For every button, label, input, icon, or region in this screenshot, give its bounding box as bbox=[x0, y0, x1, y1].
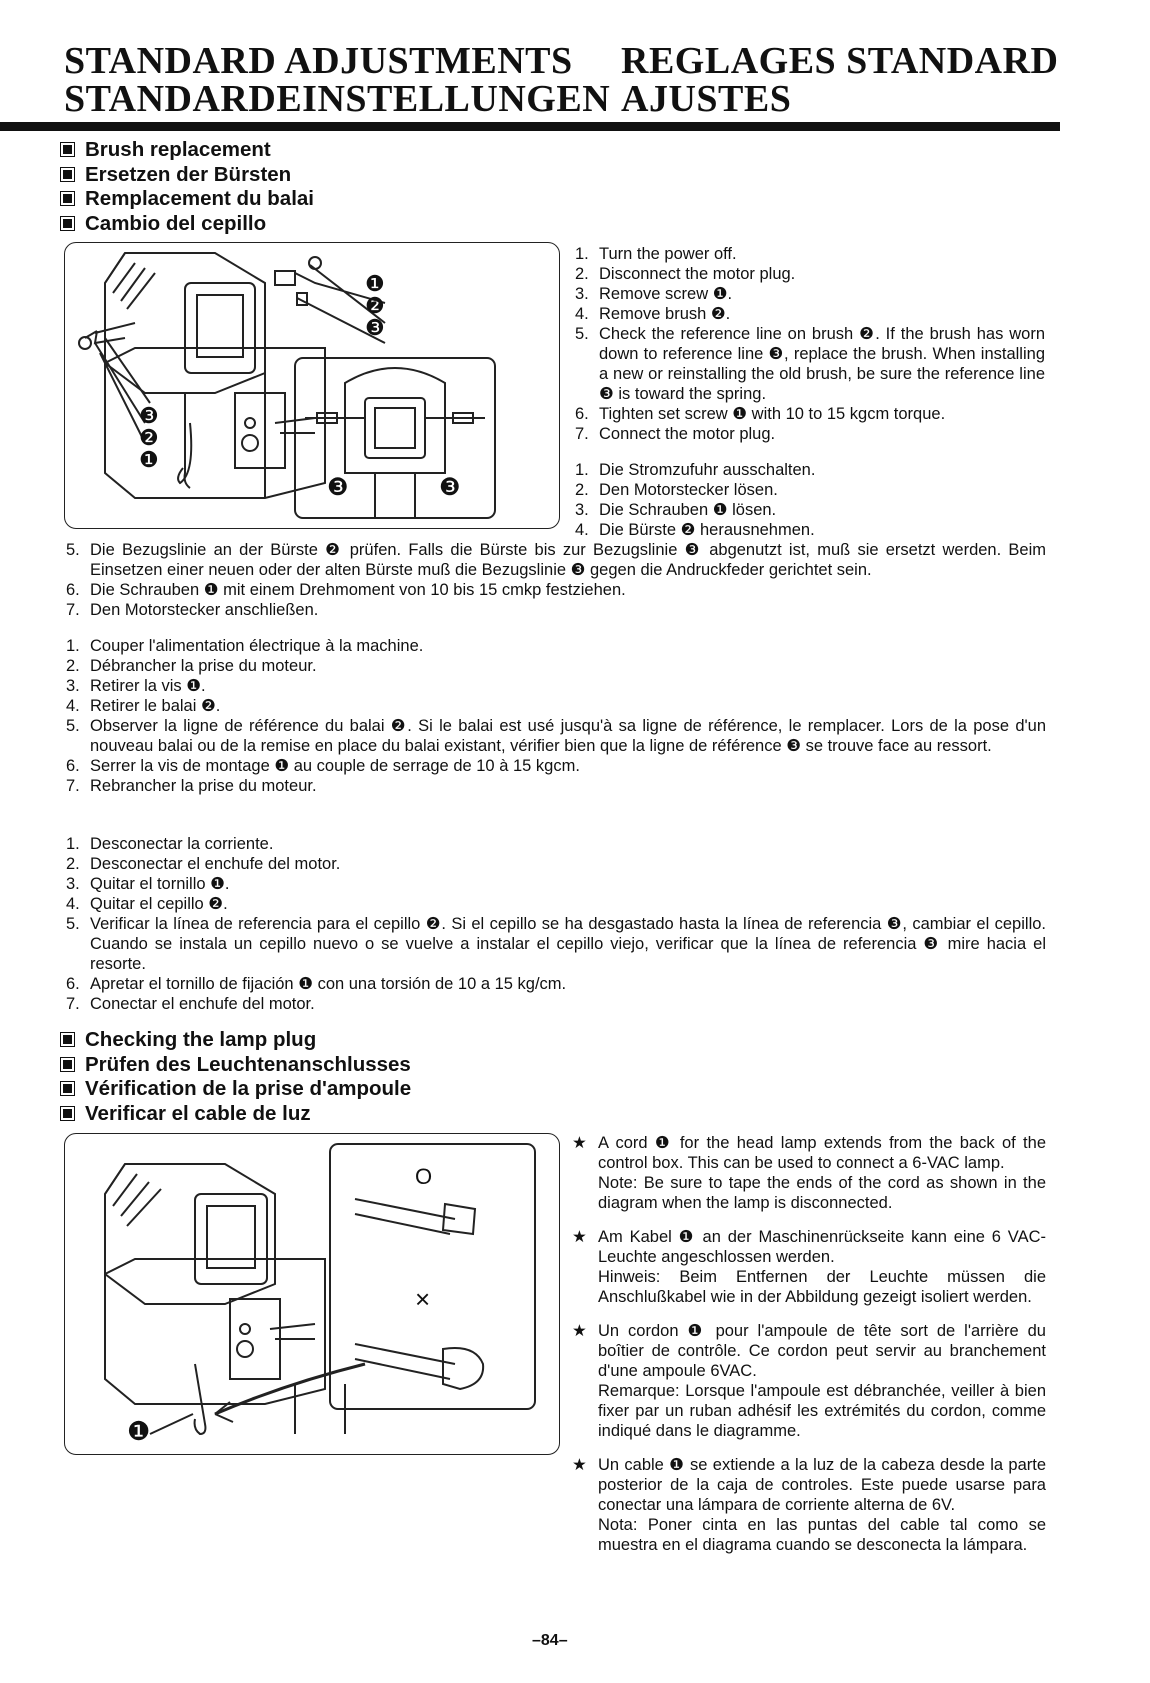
lamp-plug-figure bbox=[64, 1133, 560, 1455]
list-item: 4. Die Bürste ❷ herausnehmen. bbox=[575, 521, 815, 539]
list-item: 3. Remove screw ❶. bbox=[575, 285, 733, 303]
callout-3-inset-right: ❸ bbox=[439, 474, 461, 501]
list-item: ★ Un cable ❶ se extiende a la luz de la cabeza desde la parte posterior de la caja de controles. Este puede usarse para conectar una lámpara de corriente alterna de 6V. Nota: Poner cinta en las puntas del cable tal como se muestra en el diagrama cuando se desconecta la lámpara. bbox=[572, 1456, 1046, 1554]
callout-3-top: ❸ bbox=[365, 315, 385, 340]
heading-lamp-fr: Vérification de la prise d'ampoule bbox=[60, 1077, 411, 1102]
bullet-icon bbox=[60, 191, 75, 206]
bullet-icon bbox=[60, 216, 75, 231]
lamp-headings bbox=[60, 1028, 411, 1126]
wrong-mark-icon: × bbox=[415, 1284, 431, 1314]
list-item: 2. Débrancher la prise du moteur. bbox=[66, 657, 317, 675]
list-item: 6. Apretar el tornillo de fijación ❶ con una torsión de 10 a 15 kg/cm. bbox=[66, 975, 567, 993]
brush-steps-de-long bbox=[66, 540, 1046, 620]
callout-2-left: ❷ bbox=[139, 425, 159, 450]
page-number: –84– bbox=[532, 1632, 568, 1649]
list-item: 5. Check the reference line on brush ❷. If the brush has worn down to reference line ❸, replace the brush. When installing a new or reinstalling the old brush, be sure the reference line ❸ is toward the spring. bbox=[575, 325, 1045, 403]
list-item: 2. Den Motorstecker lösen. bbox=[575, 481, 778, 499]
list-item: 7. Rebrancher la prise du moteur. bbox=[66, 777, 317, 795]
list-item: 4. Quitar el cepillo ❷. bbox=[66, 895, 228, 913]
brush-replacement-figure bbox=[64, 242, 560, 529]
brush-steps-es bbox=[66, 834, 1046, 1014]
correct-mark-icon: O bbox=[415, 1164, 433, 1189]
page-title-es: AJUSTES bbox=[621, 78, 792, 120]
callout-3-left: ❸ bbox=[139, 403, 159, 428]
list-item: 4. Remove brush ❷. bbox=[575, 305, 731, 323]
list-item: 6. Serrer la vis de montage ❶ au couple de serrage de 10 à 15 kgcm. bbox=[66, 757, 580, 775]
bullet-icon bbox=[60, 167, 75, 182]
list-item: 2. Desconectar el enchufe del motor. bbox=[66, 855, 341, 873]
brush-machine-drawing bbox=[65, 243, 559, 528]
list-item: 3. Quitar el tornillo ❶. bbox=[66, 875, 230, 893]
heading-brush-en: Brush replacement bbox=[60, 138, 314, 163]
bullet-icon bbox=[60, 142, 75, 157]
list-item: 3. Die Schrauben ❶ lösen. bbox=[575, 501, 777, 519]
heading-brush-de: Ersetzen der Bürsten bbox=[60, 163, 314, 188]
list-item: ★ Un cordon ❶ pour l'ampoule de tête sort de l'arrière du boîtier de contrôle. Ce cordon peut servir au branchement d'une ampoule 6VAC. Remarque: Lorsque l'ampoule est débranchée, veiller à bien fixer par un ruban adhésif les extrémités du cordon, comme indiqué dans le diagramme. bbox=[572, 1322, 1046, 1440]
heading-brush-es: Cambio del cepillo bbox=[60, 212, 314, 237]
brush-steps-fr bbox=[66, 636, 1046, 796]
callout-3-inset-left: ❸ bbox=[327, 474, 349, 501]
heading-lamp-de: Prüfen des Leuchtenanschlusses bbox=[60, 1053, 411, 1078]
list-item: 7. Den Motorstecker anschließen. bbox=[66, 601, 319, 619]
bullet-icon bbox=[60, 1032, 75, 1047]
list-item: 7. Connect the motor plug. bbox=[575, 425, 776, 443]
page-title-en: STANDARD ADJUSTMENTS bbox=[64, 40, 573, 82]
page-title-de: STANDARDEINSTELLUNGEN bbox=[64, 78, 611, 120]
callout-1-left: ❶ bbox=[139, 447, 159, 472]
page-title-fr: REGLAGES STANDARD bbox=[621, 40, 1059, 82]
brush-headings bbox=[60, 138, 314, 236]
lamp-machine-drawing bbox=[65, 1134, 559, 1454]
brush-steps-de-short bbox=[575, 460, 1045, 540]
list-item: 6. Tighten set screw ❶ with 10 to 15 kgcm torque. bbox=[575, 405, 946, 423]
list-item: ★ Am Kabel ❶ an der Maschinenrückseite kann eine 6 VAC-Leuchte angeschlossen werden. Hinweis: Beim Entfernen der Leuchte müssen die Anschlußkabel wie in der Abbildung gezeigt isoliert werden. bbox=[572, 1228, 1046, 1306]
bullet-icon bbox=[60, 1106, 75, 1121]
list-item: 5. Observer la ligne de référence du balai ❷. Si le balai est usé jusqu'à sa ligne de référence, le remplacer. Lors de la pose d'un nouveau balai ou de la remise en place du balai existant, vérifier bien que la ligne de référence ❸ se trouve face au ressort. bbox=[66, 717, 1046, 755]
list-item: 6. Die Schrauben ❶ mit einem Drehmoment von 10 bis 15 cmkp festziehen. bbox=[66, 581, 626, 599]
header-rule bbox=[0, 122, 1060, 131]
callout-2-top: ❷ bbox=[365, 293, 385, 318]
bullet-icon bbox=[60, 1057, 75, 1072]
list-item: 5. Verificar la línea de referencia para el cepillo ❷. Si el cepillo se ha desgastado hasta la línea de referencia ❸, cambiar el cepillo. Cuando se instala un cepillo nuevo o se vuelve a instalar el cepillo viejo, verificar que la línea de referencia ❸ mire hacia el resorte. bbox=[66, 915, 1046, 973]
lamp-notes bbox=[572, 1133, 1046, 1569]
bullet-icon bbox=[60, 1081, 75, 1096]
heading-lamp-es: Verificar el cable de luz bbox=[60, 1102, 411, 1127]
list-item: 5. Die Bezugslinie an der Bürste ❷ prüfen. Falls die Bürste bis zur Bezugslinie ❸ abgenutzt ist, muß sie ersetzt werden. Beim Einsetzen einer neuen oder der alten Bürste muß die Bezugslinie ❸ gegen die Andruckfeder gerichtet sein. bbox=[66, 541, 1046, 579]
list-item: 4. Retirer le balai ❷. bbox=[66, 697, 221, 715]
callout-1-top: ❶ bbox=[365, 271, 385, 296]
list-item: 1. Turn the power off. bbox=[575, 245, 737, 263]
callout-1-cord: ❶ bbox=[127, 1416, 151, 1446]
heading-lamp-en: Checking the lamp plug bbox=[60, 1028, 411, 1053]
list-item: 1. Couper l'alimentation électrique à la machine. bbox=[66, 637, 424, 655]
list-item: 7. Conectar el enchufe del motor. bbox=[66, 995, 315, 1013]
list-item: 1. Desconectar la corriente. bbox=[66, 835, 274, 853]
list-item: 1. Die Stromzufuhr ausschalten. bbox=[575, 461, 816, 479]
list-item: 2. Disconnect the motor plug. bbox=[575, 265, 796, 283]
brush-steps-en bbox=[575, 244, 1045, 444]
heading-brush-fr: Remplacement du balai bbox=[60, 187, 314, 212]
list-item: ★ A cord ❶ for the head lamp extends from the back of the control box. This can be used to connect a 6-VAC lamp. Note: Be sure to tape the ends of the cord as shown in the diagram when the lamp is disconnected. bbox=[572, 1134, 1046, 1212]
list-item: 3. Retirer la vis ❶. bbox=[66, 677, 206, 695]
